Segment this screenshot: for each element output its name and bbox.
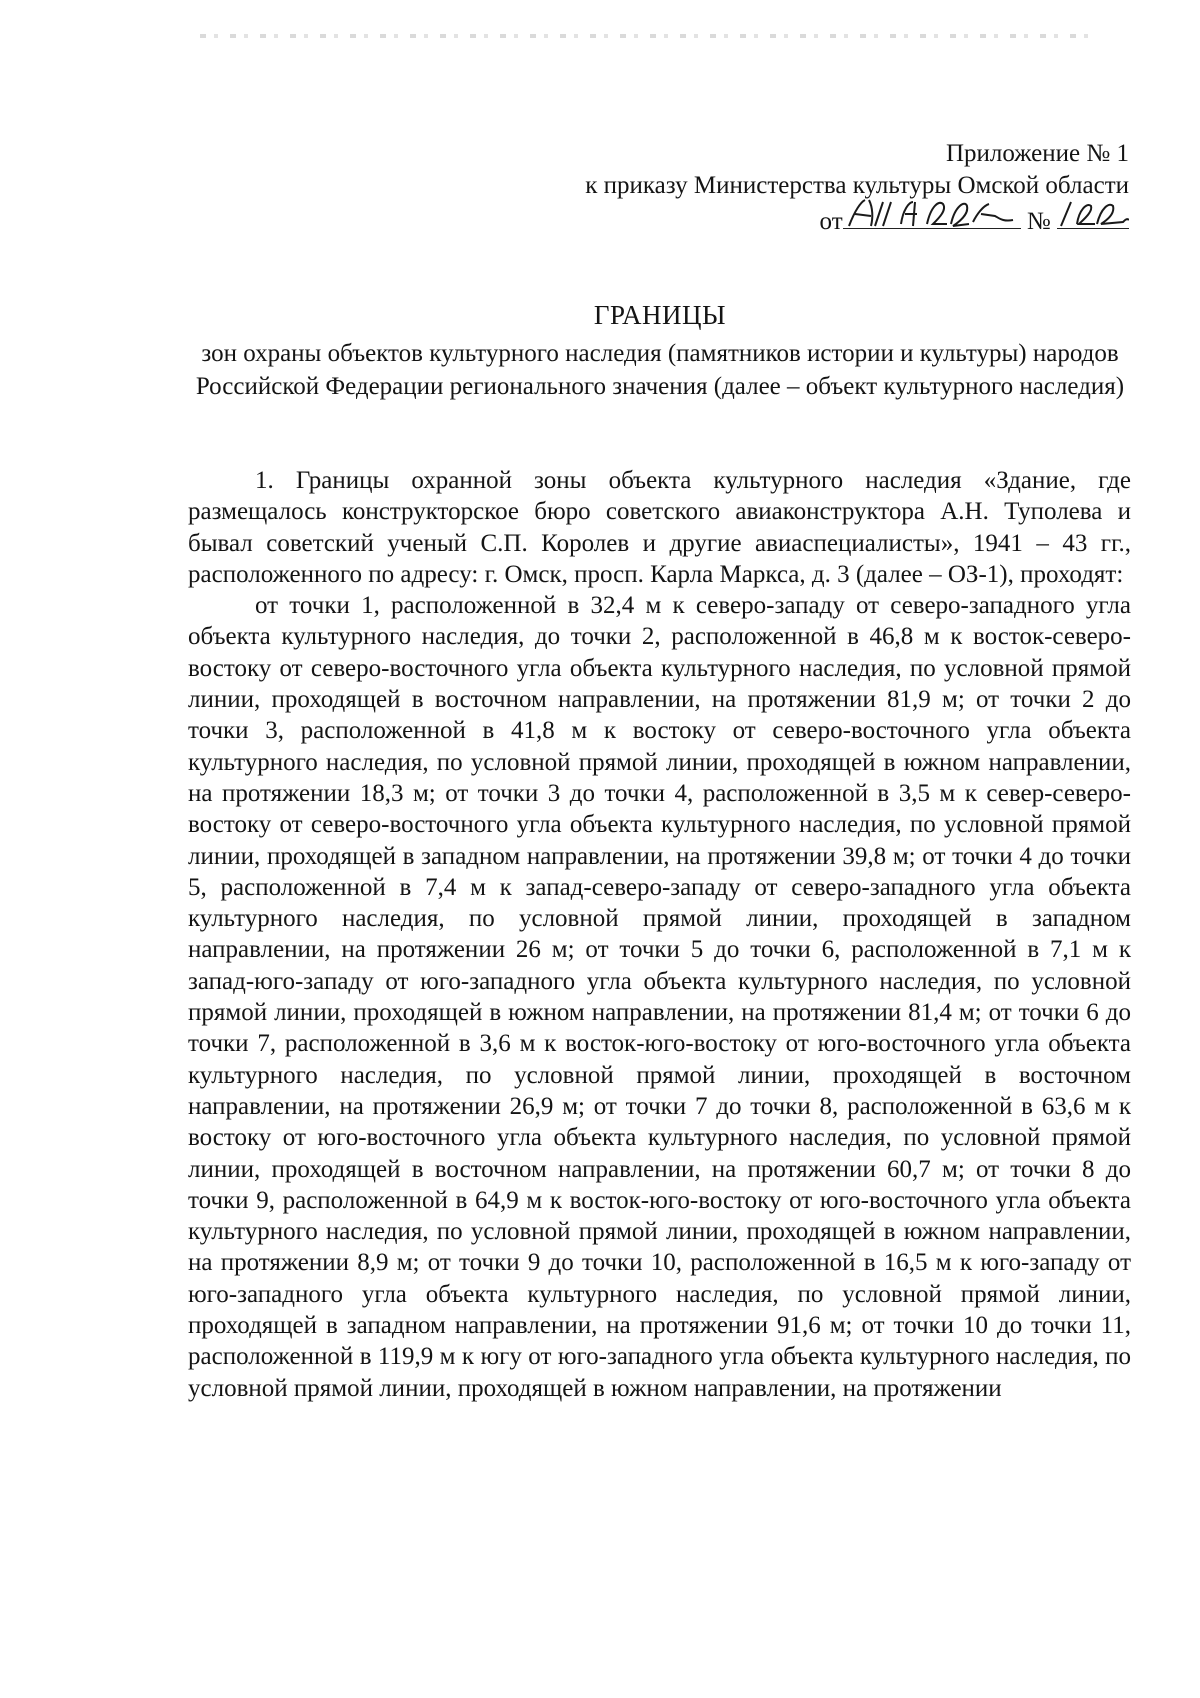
date-prefix: от <box>819 208 843 235</box>
date-number-line <box>585 202 1129 238</box>
document-title: ГРАНИЦЫ <box>593 300 727 330</box>
handwritten-date <box>843 202 1021 229</box>
number-prefix: № <box>1026 208 1051 235</box>
document-subtitle: зон охраны объектов культурного наследия (памятников истории и культуры) народов Российской Федерации регионального значения (далее – объект культурного наследия) <box>195 340 1125 400</box>
scan-artifact <box>200 34 1100 38</box>
order-reference: к приказу Министерства культуры Омской области <box>585 172 1129 199</box>
body-paragraph: от точки 1, расположенной в 32,4 м к северо-западу от северо-западного угла объекта культурного наследия, до точки 2, расположенной в 46,8 м к восток-северо-востоку от северо-восточного угла объекта культурного наследия, по условной прямой линии, проходящей в восточном направлении, на протяжении 81,9 м; от точки 2 до точки 3, расположенной в 41,8 м к востоку от северо-восточного угла объекта культурного наследия, по условной прямой линии, проходящей в южном направлении, на протяжении 18,3 м; от точки 3 до точки 4, расположенной в 3,5 м к север-северо-востоку от северо-восточного угла объекта культурного наследия, по условной прямой линии, проходящей в западном направлении, на протяжении 39,8 м; от точки 4 до точки 5, расположенной в 7,4 м к запад-северо-западу от северо-западного угла объекта культурного наследия, по условной прямой линии, проходящей в западном направлении, на протяжении 26 м; от точки 5 до точки 6, расположенной в 7,1 м к запад-юго-западу от юго-западного угла объекта культурного наследия, по условной прямой линии, проходящей в южном направлении, на протяжении 81,4 м; от точки 6 до точки 7, расположенной в 3,6 м к восток-юго-востоку от юго-восточного угла объекта культурного наследия, по условной прямой линии, проходящей в восточном направлении, на протяжении 26,9 м; от точки 7 до точки 8, расположенной в 63,6 м к востоку от юго-восточного угла объекта культурного наследия, по условной прямой линии, проходящей в восточном направлении, на протяжении 60,7 м; от точки 8 до точки 9, расположенной в 64,9 м к восток-юго-востоку от юго-восточного угла объекта культурного наследия, по условной прямой линии, проходящей в южном направлении, на протяжении 8,9 м; от точки 9 до точки 10, расположенной в 16,5 м к юго-западу от юго-западного угла объекта культурного наследия, по условной прямой линии, проходящей в западном направлении, на протяжении 91,6 м; от точки 10 до точки 11, расположенной в 119,9 м к югу от юго-западного угла объекта культурного наследия, по условной прямой линии, проходящей в южном направлении, на протяжении <box>188 592 1131 1402</box>
body-paragraph: 1. Границы охранной зоны объекта культурного наследия «Здание, где размещалось конструкторское бюро советского авиаконструктора А.Н. Туполева и бывал советский ученый С.П. Королев и другие авиаспециалисты», 1941 – 43 гг., расположенного по адресу: г. Омск, просп. Карла Маркса, д. 3 (далее – ОЗ-1), проходят: <box>188 467 1131 588</box>
handwritten-number <box>1057 202 1129 229</box>
appendix-number: Приложение № 1 <box>945 140 1129 167</box>
appendix-header <box>585 138 1129 238</box>
document-body <box>188 465 1131 1404</box>
